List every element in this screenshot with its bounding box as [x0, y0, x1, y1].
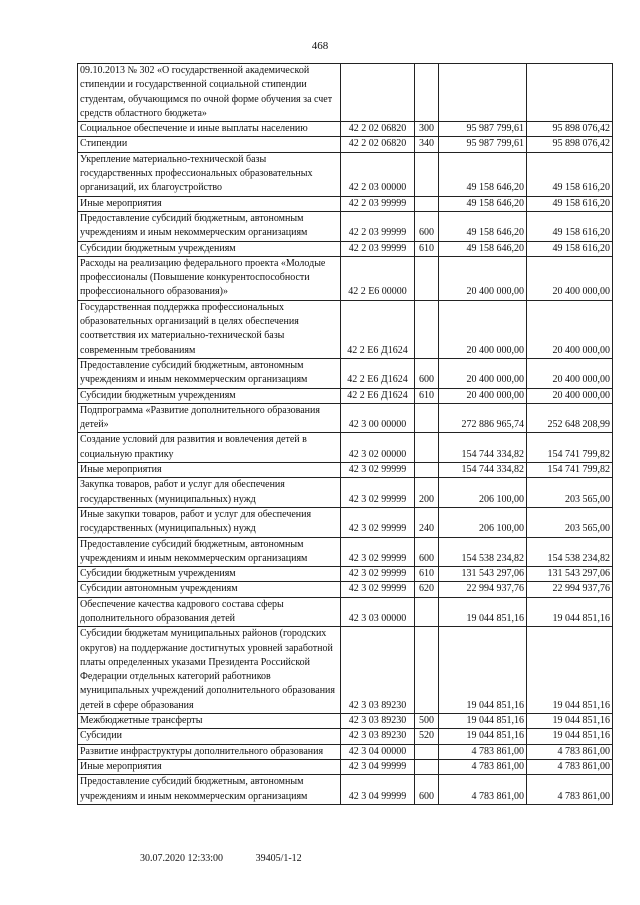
row-code: 42 2 Е6 00000: [341, 256, 415, 300]
row-expense-type: [415, 403, 439, 433]
row-expense-type: 520: [415, 729, 439, 744]
row-amount-2: 203 565,00: [527, 478, 613, 508]
row-name: Подпрограмма «Развитие дополнительного образования детей»: [78, 403, 341, 433]
row-name: Субсидии бюджетам муниципальных районов (городских округов) на поддержание достигнутых уровней заработной платы определенных указами Президента Российской Федерации отдельных категорий работников муниципальных учреждений дополнительного образования детей в сфере образования: [78, 627, 341, 714]
row-code: 42 3 02 99999: [341, 463, 415, 478]
row-code: 42 3 00 00000: [341, 403, 415, 433]
table-row: [78, 403, 613, 433]
table-row: [78, 714, 613, 729]
row-expense-type: 340: [415, 137, 439, 152]
row-name: Предоставление субсидий бюджетным, автономным учреждениям и иным некоммерческим организациям: [78, 358, 341, 388]
table-row: [78, 567, 613, 582]
row-expense-type: [415, 627, 439, 714]
budget-table-body: [78, 64, 613, 805]
row-name: Межбюджетные трансферты: [78, 714, 341, 729]
row-expense-type: 600: [415, 358, 439, 388]
row-expense-type: [415, 300, 439, 358]
row-expense-type: [415, 152, 439, 196]
row-expense-type: 610: [415, 388, 439, 403]
row-amount-2: 4 783 861,00: [527, 775, 613, 805]
row-expense-type: [415, 744, 439, 759]
row-amount-2: 154 741 799,82: [527, 463, 613, 478]
row-code: 42 2 Е6 Д1624: [341, 388, 415, 403]
row-name: Иные закупки товаров, работ и услуг для обеспечения государственных (муниципальных) нужд: [78, 507, 341, 537]
row-expense-type: 610: [415, 241, 439, 256]
row-expense-type: 620: [415, 582, 439, 597]
table-row: [78, 241, 613, 256]
row-amount-2: 20 400 000,00: [527, 256, 613, 300]
row-amount-2: 4 783 861,00: [527, 744, 613, 759]
row-name: Иные мероприятия: [78, 196, 341, 211]
row-name: Социальное обеспечение и иные выплаты населению: [78, 122, 341, 137]
table-row: [78, 388, 613, 403]
row-amount-1: 49 158 646,20: [439, 241, 527, 256]
row-code: [341, 64, 415, 122]
row-code: 42 2 Е6 Д1624: [341, 358, 415, 388]
table-row: [78, 759, 613, 774]
row-code: 42 3 02 99999: [341, 582, 415, 597]
table-row: [78, 627, 613, 714]
table-row: [78, 507, 613, 537]
row-amount-1: 49 158 646,20: [439, 196, 527, 211]
row-code: 42 3 02 99999: [341, 537, 415, 567]
table-row: [78, 64, 613, 122]
row-code: 42 3 02 99999: [341, 507, 415, 537]
row-expense-type: [415, 256, 439, 300]
row-amount-1: 272 886 965,74: [439, 403, 527, 433]
row-code: 42 3 04 00000: [341, 744, 415, 759]
row-amount-1: 4 783 861,00: [439, 744, 527, 759]
row-name: Предоставление субсидий бюджетным, автономным учреждениям и иным некоммерческим организациям: [78, 775, 341, 805]
row-amount-2: 22 994 937,76: [527, 582, 613, 597]
row-expense-type: 600: [415, 211, 439, 241]
row-amount-1: 20 400 000,00: [439, 256, 527, 300]
row-amount-1: 154 538 234,82: [439, 537, 527, 567]
row-amount-1: 19 044 851,16: [439, 597, 527, 627]
table-row: [78, 300, 613, 358]
row-amount-1: 19 044 851,16: [439, 627, 527, 714]
row-name: 09.10.2013 № 302 «О государственной академической стипендии и государственной социальной стипендии студентам, обучающимся по очной форме обучения за счет средств областного бюджета»: [78, 64, 341, 122]
row-expense-type: [415, 433, 439, 463]
row-expense-type: 600: [415, 775, 439, 805]
row-name: Расходы на реализацию федерального проекта «Молодые профессионалы (Повышение конкурентоспособности профессионального образования)»: [78, 256, 341, 300]
row-expense-type: 300: [415, 122, 439, 137]
row-amount-2: 95 898 076,42: [527, 122, 613, 137]
row-amount-1: 4 783 861,00: [439, 775, 527, 805]
table-row: [78, 463, 613, 478]
row-name: Предоставление субсидий бюджетным, автономным учреждениям и иным некоммерческим организациям: [78, 537, 341, 567]
table-row: [78, 744, 613, 759]
row-amount-2: 49 158 616,20: [527, 152, 613, 196]
row-amount-2: 20 400 000,00: [527, 358, 613, 388]
row-amount-1: 49 158 646,20: [439, 152, 527, 196]
row-code: 42 2 02 06820: [341, 122, 415, 137]
row-code: 42 2 03 99999: [341, 211, 415, 241]
row-amount-2: 20 400 000,00: [527, 388, 613, 403]
row-name: Субсидии автономным учреждениям: [78, 582, 341, 597]
row-amount-1: 49 158 646,20: [439, 211, 527, 241]
row-name: Субсидии бюджетным учреждениям: [78, 241, 341, 256]
row-expense-type: 610: [415, 567, 439, 582]
row-code: 42 2 Е6 Д1624: [341, 300, 415, 358]
row-amount-1: 4 783 861,00: [439, 759, 527, 774]
row-amount-2: 154 741 799,82: [527, 433, 613, 463]
row-amount-2: 19 044 851,16: [527, 627, 613, 714]
row-amount-2: 154 538 234,82: [527, 537, 613, 567]
row-code: 42 3 04 99999: [341, 775, 415, 805]
row-code: 42 3 02 00000: [341, 433, 415, 463]
table-row: [78, 196, 613, 211]
row-amount-2: 20 400 000,00: [527, 300, 613, 358]
row-amount-1: 20 400 000,00: [439, 388, 527, 403]
table-row: [78, 775, 613, 805]
row-expense-type: [415, 759, 439, 774]
row-amount-1: 19 044 851,16: [439, 714, 527, 729]
row-name: Стипендии: [78, 137, 341, 152]
row-name: Развитие инфраструктуры дополнительного образования: [78, 744, 341, 759]
row-code: 42 3 02 99999: [341, 478, 415, 508]
row-name: Государственная поддержка профессиональных образовательных организаций в целях обеспечения соответствия их материально-технической базы современным требованиям: [78, 300, 341, 358]
budget-table: [77, 63, 613, 805]
row-expense-type: 500: [415, 714, 439, 729]
row-expense-type: 200: [415, 478, 439, 508]
row-code: 42 3 02 99999: [341, 567, 415, 582]
row-name: Обеспечение качества кадрового состава сферы дополнительного образования детей: [78, 597, 341, 627]
row-name: Иные мероприятия: [78, 759, 341, 774]
footer-datetime: 30.07.2020 12:33:00: [140, 853, 224, 864]
row-expense-type: 600: [415, 537, 439, 567]
row-name: Предоставление субсидий бюджетным, автономным учреждениям и иным некоммерческим организациям: [78, 211, 341, 241]
row-name: Создание условий для развития и вовлечения детей в социальную практику: [78, 433, 341, 463]
row-amount-1: 154 744 334,82: [439, 463, 527, 478]
row-expense-type: 240: [415, 507, 439, 537]
row-code: 42 2 02 06820: [341, 137, 415, 152]
row-expense-type: [415, 463, 439, 478]
row-amount-2: 203 565,00: [527, 507, 613, 537]
row-amount-2: 19 044 851,16: [527, 729, 613, 744]
row-amount-2: 19 044 851,16: [527, 597, 613, 627]
table-row: [78, 211, 613, 241]
row-amount-1: 206 100,00: [439, 478, 527, 508]
row-name: Субсидии бюджетным учреждениям: [78, 388, 341, 403]
table-row: [78, 152, 613, 196]
row-amount-2: 131 543 297,06: [527, 567, 613, 582]
row-amount-1: 206 100,00: [439, 507, 527, 537]
row-amount-1: 154 744 334,82: [439, 433, 527, 463]
table-row: [78, 597, 613, 627]
row-amount-1: 131 543 297,06: [439, 567, 527, 582]
table-row: [78, 478, 613, 508]
row-name: Закупка товаров, работ и услуг для обеспечения государственных (муниципальных) нужд: [78, 478, 341, 508]
row-amount-2: 4 783 861,00: [527, 759, 613, 774]
table-row: [78, 433, 613, 463]
footer-doc-id: 39405/1-12: [255, 853, 302, 864]
row-amount-2: 95 898 076,42: [527, 137, 613, 152]
row-expense-type: [415, 597, 439, 627]
table-row: [78, 358, 613, 388]
row-amount-2: 49 158 616,20: [527, 196, 613, 211]
row-amount-2: 252 648 208,99: [527, 403, 613, 433]
table-row: [78, 122, 613, 137]
table-row: [78, 137, 613, 152]
row-code: 42 3 04 99999: [341, 759, 415, 774]
row-amount-1: 19 044 851,16: [439, 729, 527, 744]
footer: [140, 853, 302, 864]
row-amount-2: 19 044 851,16: [527, 714, 613, 729]
row-amount-2: 49 158 616,20: [527, 211, 613, 241]
row-amount-1: 95 987 799,61: [439, 137, 527, 152]
row-amount-1: [439, 64, 527, 122]
row-amount-1: 95 987 799,61: [439, 122, 527, 137]
row-amount-2: 49 158 616,20: [527, 241, 613, 256]
row-amount-1: 22 994 937,76: [439, 582, 527, 597]
row-name: Укрепление материально-технической базы государственных профессиональных образовательных организаций, их благоустройство: [78, 152, 341, 196]
row-code: 42 3 03 89230: [341, 714, 415, 729]
row-code: 42 2 03 00000: [341, 152, 415, 196]
table-row: [78, 256, 613, 300]
row-expense-type: [415, 196, 439, 211]
row-amount-1: 20 400 000,00: [439, 358, 527, 388]
row-amount-1: 20 400 000,00: [439, 300, 527, 358]
row-name: Субсидии: [78, 729, 341, 744]
row-code: 42 3 03 00000: [341, 597, 415, 627]
row-expense-type: [415, 64, 439, 122]
table-row: [78, 582, 613, 597]
row-name: Иные мероприятия: [78, 463, 341, 478]
table-row: [78, 729, 613, 744]
row-code: 42 3 03 89230: [341, 729, 415, 744]
row-code: 42 3 03 89230: [341, 627, 415, 714]
table-row: [78, 537, 613, 567]
row-code: 42 2 03 99999: [341, 241, 415, 256]
row-amount-2: [527, 64, 613, 122]
page-number: 468: [311, 40, 329, 52]
row-name: Субсидии бюджетным учреждениям: [78, 567, 341, 582]
row-code: 42 2 03 99999: [341, 196, 415, 211]
